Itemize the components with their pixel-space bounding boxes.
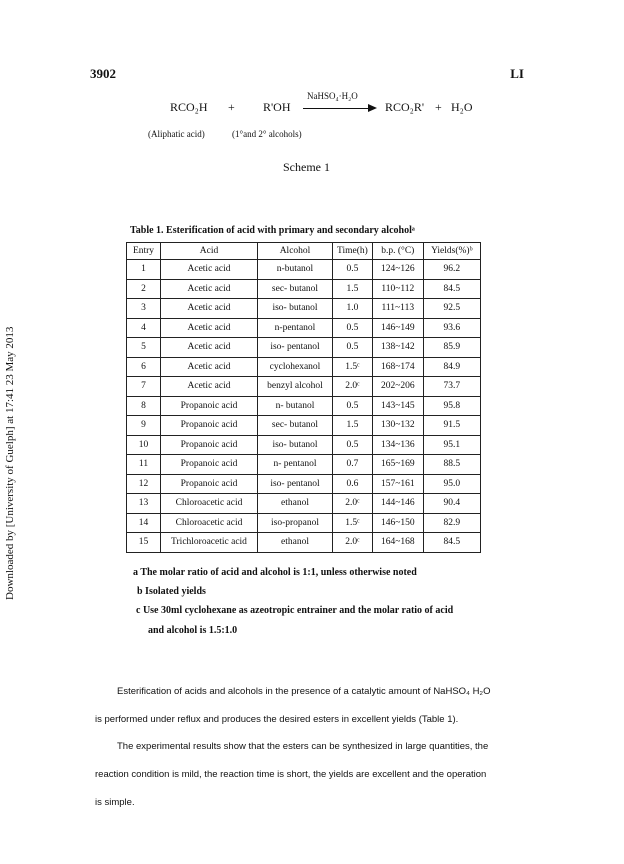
cell-alcohol: cyclohexanol — [258, 357, 333, 377]
cell-acid: Acetic acid — [161, 260, 258, 280]
paragraph-2-line-3: is simple. — [95, 797, 135, 808]
cell-acid: Propanoic acid — [161, 435, 258, 455]
download-watermark: Downloaded by [University of Guelph] at 17:41 23 May 2013 — [4, 326, 16, 600]
cell-time: 2.0ᶜ — [333, 494, 373, 514]
cell-acid: Acetic acid — [161, 338, 258, 358]
cell-acid: Chloroacetic acid — [161, 494, 258, 514]
table-row — [127, 357, 481, 377]
cell-entry: 8 — [127, 396, 161, 416]
cell-yield: 85.9 — [423, 338, 480, 358]
cell-time: 2.0ᶜ — [333, 377, 373, 397]
footnote-a: a The molar ratio of acid and alcohol is 1:1, unless otherwise noted — [133, 567, 417, 578]
table-title: Table 1. Esterification of acid with primary and secondary alcoholᵃ — [130, 225, 415, 236]
cell-time: 0.5 — [333, 260, 373, 280]
cell-entry: 9 — [127, 416, 161, 436]
header-bp: b.p. (°C) — [372, 243, 423, 260]
cell-entry: 2 — [127, 279, 161, 299]
paragraph-1-line-1: Esterification of acids and alcohols in the presence of a catalytic amount of NaHSO₄ H₂O — [117, 686, 491, 697]
cell-yield: 84.9 — [423, 357, 480, 377]
cell-bp: 144~146 — [372, 494, 423, 514]
table-row — [127, 494, 481, 514]
cell-entry: 3 — [127, 299, 161, 319]
cell-time: 0.5 — [333, 318, 373, 338]
cell-entry: 13 — [127, 494, 161, 514]
cell-alcohol: ethanol — [258, 533, 333, 553]
cell-entry: 7 — [127, 377, 161, 397]
cell-acid: Acetic acid — [161, 357, 258, 377]
catalyst-label: NaHSO₄·H₂O — [307, 91, 358, 101]
cell-entry: 5 — [127, 338, 161, 358]
cell-time: 1.5 — [333, 279, 373, 299]
cell-yield: 84.5 — [423, 533, 480, 553]
cell-bp: 164~168 — [372, 533, 423, 553]
cell-alcohol: iso- pentanol — [258, 474, 333, 494]
cell-alcohol: sec- butanol — [258, 416, 333, 436]
cell-time: 1.5ᶜ — [333, 513, 373, 533]
paragraph-2-line-1: The experimental results show that the esters can be synthesized in large quantities, the — [117, 741, 489, 752]
cell-alcohol: iso- pentanol — [258, 338, 333, 358]
cell-time: 1.5 — [333, 416, 373, 436]
cell-bp: 157~161 — [372, 474, 423, 494]
cell-time: 1.0 — [333, 299, 373, 319]
plus-sign: + — [228, 100, 235, 114]
table-row — [127, 416, 481, 436]
product-water: H₂O — [451, 100, 473, 114]
cell-acid: Acetic acid — [161, 279, 258, 299]
table-row — [127, 513, 481, 533]
cell-entry: 1 — [127, 260, 161, 280]
cell-time: 1.5ᶜ — [333, 357, 373, 377]
cell-acid: Trichloroacetic acid — [161, 533, 258, 553]
cell-entry: 11 — [127, 455, 161, 475]
footnote-b: b Isolated yields — [137, 586, 206, 597]
table-row — [127, 455, 481, 475]
table-header-row — [127, 243, 481, 260]
cell-entry: 6 — [127, 357, 161, 377]
table-row — [127, 338, 481, 358]
cell-acid: Acetic acid — [161, 377, 258, 397]
reactant-acid: RCO₂H — [170, 100, 208, 114]
reactant-alcohol: R'OH — [263, 100, 291, 114]
cell-alcohol: n-butanol — [258, 260, 333, 280]
cell-alcohol: n-pentanol — [258, 318, 333, 338]
table-row — [127, 279, 481, 299]
esterification-table — [126, 242, 481, 553]
reaction-scheme — [0, 92, 624, 182]
product-ester: RCO₂R' — [385, 100, 425, 114]
scheme-caption: Scheme 1 — [283, 160, 330, 174]
table-row — [127, 474, 481, 494]
cell-yield: 91.5 — [423, 416, 480, 436]
cell-yield: 95.0 — [423, 474, 480, 494]
header-yields: Yields(%)ᵇ — [423, 243, 480, 260]
cell-yield: 93.6 — [423, 318, 480, 338]
cell-time: 0.5 — [333, 396, 373, 416]
cell-alcohol: sec- butanol — [258, 279, 333, 299]
cell-entry: 10 — [127, 435, 161, 455]
cell-time: 2.0ᶜ — [333, 533, 373, 553]
cell-alcohol: n- butanol — [258, 396, 333, 416]
cell-bp: 124~126 — [372, 260, 423, 280]
cell-yield: 90.4 — [423, 494, 480, 514]
cell-alcohol: benzyl alcohol — [258, 377, 333, 397]
cell-alcohol: iso- butanol — [258, 299, 333, 319]
footnote-c: c Use 30ml cyclohexane as azeotropic entrainer and the molar ratio of acid — [136, 605, 454, 616]
cell-yield: 96.2 — [423, 260, 480, 280]
page-number: 3902 — [90, 66, 116, 81]
reaction-arrow-head — [368, 104, 377, 112]
cell-acid: Propanoic acid — [161, 474, 258, 494]
cell-time: 0.5 — [333, 338, 373, 358]
cell-bp: 165~169 — [372, 455, 423, 475]
cell-yield: 88.5 — [423, 455, 480, 475]
cell-time: 0.5 — [333, 435, 373, 455]
cell-bp: 111~113 — [372, 299, 423, 319]
cell-bp: 110~112 — [372, 279, 423, 299]
cell-bp: 168~174 — [372, 357, 423, 377]
cell-alcohol: n- pentanol — [258, 455, 333, 475]
header-entry: Entry — [127, 243, 161, 260]
paragraph-1-line-2: is performed under reflux and produces the desired esters in excellent yields (Table 1). — [95, 714, 459, 725]
header-acid: Acid — [161, 243, 258, 260]
cell-time: 0.6 — [333, 474, 373, 494]
note-alcohols: (1°and 2° alcohols) — [232, 129, 302, 139]
cell-alcohol: ethanol — [258, 494, 333, 514]
cell-acid: Propanoic acid — [161, 416, 258, 436]
paragraph-2-line-2: reaction condition is mild, the reaction time is short, the yields are excellent and the operation — [95, 769, 487, 780]
table-row — [127, 396, 481, 416]
reaction-arrow — [303, 108, 369, 109]
cell-acid: Propanoic acid — [161, 455, 258, 475]
cell-yield: 82.9 — [423, 513, 480, 533]
cell-yield: 84.5 — [423, 279, 480, 299]
table-row — [127, 435, 481, 455]
cell-bp: 202~206 — [372, 377, 423, 397]
cell-alcohol: iso- butanol — [258, 435, 333, 455]
cell-acid: Propanoic acid — [161, 396, 258, 416]
cell-entry: 15 — [127, 533, 161, 553]
cell-acid: Acetic acid — [161, 318, 258, 338]
cell-bp: 138~142 — [372, 338, 423, 358]
cell-alcohol: iso-propanol — [258, 513, 333, 533]
table-row — [127, 377, 481, 397]
table-row — [127, 533, 481, 553]
note-aliphatic-acid: (Aliphatic acid) — [148, 129, 205, 139]
cell-bp: 134~136 — [372, 435, 423, 455]
cell-bp: 146~150 — [372, 513, 423, 533]
plus-sign-2: + — [435, 100, 442, 114]
running-header-author: LI — [510, 66, 524, 81]
cell-entry: 12 — [127, 474, 161, 494]
cell-yield: 95.1 — [423, 435, 480, 455]
footnote-c-continued: and alcohol is 1.5:1.0 — [148, 625, 238, 636]
cell-entry: 4 — [127, 318, 161, 338]
cell-yield: 92.5 — [423, 299, 480, 319]
table-row — [127, 299, 481, 319]
table-row — [127, 318, 481, 338]
header-time: Time(h) — [333, 243, 373, 260]
cell-yield: 95.8 — [423, 396, 480, 416]
cell-acid: Acetic acid — [161, 299, 258, 319]
cell-acid: Chloroacetic acid — [161, 513, 258, 533]
cell-entry: 14 — [127, 513, 161, 533]
cell-time: 0.7 — [333, 455, 373, 475]
table-row — [127, 260, 481, 280]
cell-yield: 73.7 — [423, 377, 480, 397]
cell-bp: 146~149 — [372, 318, 423, 338]
cell-bp: 130~132 — [372, 416, 423, 436]
header-alcohol: Alcohol — [258, 243, 333, 260]
cell-bp: 143~145 — [372, 396, 423, 416]
